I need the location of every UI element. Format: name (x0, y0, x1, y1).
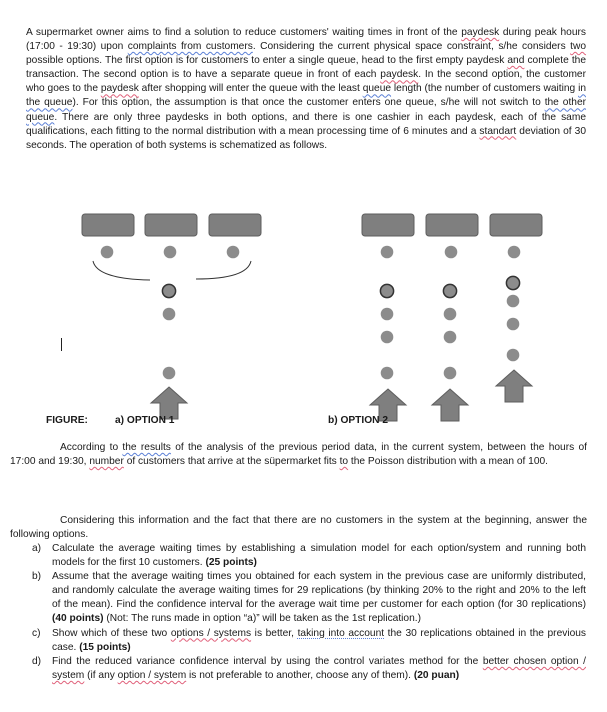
points: (15 points) (79, 641, 131, 653)
points: (40 points) (52, 613, 104, 625)
customer-opt2-queue3 (506, 276, 519, 289)
queue-connector-left (93, 261, 150, 280)
question-d: d) Find the reduced variance confidence interval by using the control variates method for the better chosen option / system (if any option / system is not preferable to another, choose any of them). (20 puan) (32, 655, 586, 681)
grammar-flag: the other queue (26, 97, 587, 123)
grammar-flag: the results (122, 442, 171, 453)
figure-label: FIGURE: (46, 415, 88, 426)
question-b: b) Assume that the average waiting times you obtained for each system in the previous case are uniformly distributed, and randomly calculate the average waiting times for 29 replications (by thinking 20% to the right and 20% to the left of the mean). Find the confidence interval for the average wait time per customer for each option (for 30 replications) (40 points) (Not: The runs made in option “a)” will be taken as the 1st replication.) (32, 571, 586, 625)
option1-label: a) OPTION 1 (115, 415, 175, 426)
paydesk-2-opt1 (145, 214, 197, 236)
paydesk-2-opt2 (426, 214, 478, 236)
grammar-flag: in the queue (26, 83, 586, 109)
grammar-flag: queue (362, 83, 392, 95)
customer-opt2-queue3 (507, 318, 520, 331)
customer-opt1 (101, 246, 114, 259)
customer-opt2-queue1 (381, 308, 394, 321)
paydesk-3-opt2 (490, 214, 542, 236)
customer-opt2 (381, 246, 394, 259)
customer-opt2 (508, 246, 521, 259)
list-marker: c) (32, 627, 41, 639)
text-cursor (61, 338, 62, 351)
spell-flag: to (339, 456, 349, 468)
spell-flag: paydesk (461, 27, 500, 38)
customer-opt1 (227, 246, 240, 259)
arrival-arrow-opt2-2 (432, 389, 468, 421)
customer-opt2 (445, 246, 458, 259)
customer-opt2-queue3 (507, 349, 520, 362)
spell-flag: option / system (117, 669, 187, 681)
spell-flag: paydesk (380, 69, 419, 81)
consider-paragraph: Considering this information and the fact that there are no customers in the system at the beginning, answer the following options. (10, 515, 587, 541)
customer-opt1 (164, 246, 177, 259)
customer-opt2-queue2 (443, 284, 456, 297)
customer-opt1-queue (163, 308, 176, 321)
spell-flag: system (52, 669, 85, 681)
question-list (32, 542, 586, 683)
spell-flag: paydesk (100, 83, 139, 95)
question-a: a) Calculate the average waiting times by establishing a simulation model for each option/system and running both models for the first 10 customers. (25 points) (32, 543, 586, 569)
spell-flag: better chosen option / (482, 655, 586, 667)
queue-figure (0, 205, 607, 437)
spell-flag: options / systems (170, 627, 252, 639)
grammar-flag: taking into account (297, 627, 385, 639)
points: (25 points) (205, 557, 257, 569)
queue-connector-right (196, 261, 251, 279)
customer-opt2-queue1 (380, 284, 393, 297)
customer-opt2-queue2 (444, 331, 457, 344)
list-marker: b) (32, 571, 42, 583)
spell-flag: two (570, 41, 587, 53)
paydesk-1-opt1 (82, 214, 134, 236)
customer-opt1-queue (163, 367, 176, 380)
customer-opt2-queue1 (381, 367, 394, 380)
queue-diagram (0, 205, 607, 437)
list-marker: d) (32, 655, 42, 667)
list-marker: a) (32, 543, 42, 554)
customer-opt2-queue3 (507, 295, 520, 308)
grammar-flag: complaints from customers (127, 41, 253, 53)
paydesk-1-opt2 (362, 214, 414, 236)
paydesk-3-opt1 (209, 214, 261, 236)
customer-opt2-queue2 (444, 308, 457, 321)
customer-opt2-queue1 (381, 331, 394, 344)
question-c: c) Show which of these two options / systems is better, taking into account the 30 replications obtained in the previous case. (15 points) (32, 627, 587, 653)
option2-label: b) OPTION 2 (328, 415, 388, 426)
arrival-arrow-opt2-3 (496, 370, 532, 402)
spell-flag: and (507, 55, 525, 67)
poisson-paragraph: According to the results of the analysis of the previous period data, in the current system, between the hours of 17:00 and 19:30, number of customers that arrive at the süpermarket fits to the Poisson distribution with a mean of 100. (10, 442, 587, 468)
spell-flag: standart (479, 125, 517, 137)
points: (20 puan) (413, 669, 460, 681)
intro-paragraph: A supermarket owner aims to find a solution to reduce customers' waiting times in front of the paydesk during peak hours (17:00 - 19:30) upon complaints from customers. Considering the current physical space constraint, s/he considers two possible options. The first option is for customers to enter a single queue, head to the first empty paydesk and complete the transaction. The second option is to have a separate queue in front of each paydesk. In the second option, the customer who goes to the paydesk after shopping will enter the queue with the least queue length (the number of customers waiting in the queue). For this option, the assumption is that once the customer enters one queue, s/he will not switch to the other queue. There are only three paydesks in both options, and there is one cashier in each paydesk, each of the same qualifications, each fitting to the normal distribution with a mean processing time of 6 minutes and a standart deviation of 30 seconds. The operation of both systems is schematized as follows. (26, 27, 587, 151)
spell-flag: number (89, 456, 124, 468)
customer-opt2-queue2 (444, 367, 457, 380)
customer-opt1-queue (162, 284, 175, 297)
